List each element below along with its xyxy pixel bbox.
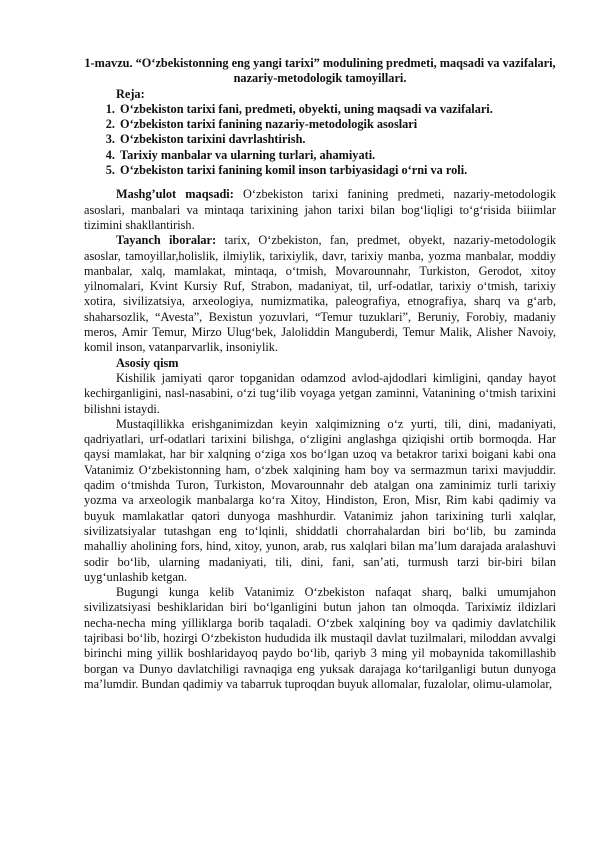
body-paragraph: Kishilik jamiyati qaror topganidan odamzod avlod-ajdodlari kimligini, qanday hayot kechirganligini, nasl-nasabini, o‘zi tug‘ilib voyaga yetgan zaminni, Vatanining o‘tmish tarixini bilishni istaydi. (84, 370, 556, 416)
plan-item: 1. O‘zbekiston tarixi fani, predmeti, obyekti, uning maqsadi va vazifalari. (118, 102, 556, 117)
goal-text: O‘zbekiston tarixi fanining predmeti, nazariy-metodologik asoslari, manbalari va mintaqa tarixining jahon tarixi bilan bog‘liqligi to‘g‘risida biiimlar tizimini shakllantirish. (84, 187, 556, 232)
main-section-heading: Asosiy qism (116, 355, 179, 370)
keywords-label: Tayanch iboralar: (116, 233, 217, 248)
plan-heading: Reja: (116, 86, 145, 101)
goal-label: Mashg’ulot maqsadi: (116, 187, 234, 202)
page-title: 1-mavzu. “O‘zbekistonning eng yangi tarixi” modulining predmeti, maqsadi va vazifalari, nazariy-metodologik tamoyillari. (84, 56, 556, 86)
body-paragraph: Mustaqillikka erishganimizdan keyin xalqimizning o‘z yurti, tili, dini, madaniyati, qadriyatlari, urf-odatlari tarixini bilishga, o‘zligini anglashga qiziqishi ortib bormoqda. Har qaysi mamlakat, har bir xalqning o‘ziga xos bo‘lgan uzoq va betakror tarixi boigani kabi ona Vatanimiz O‘zbekistonning ham, o‘zbek xalqining ham boy va sermazmun tarixi mavjuddir. qadim o‘tmishda Turon, Turkiston, Movarounnahr deb atalgan ona zaminimiz turli tarixiy yozma va arxeologik manbalarga ko‘ra Xitoy, Hindiston, Eron, Misr, Rim kabi qadimiy va buyuk mamlakatlar qatori dunyoga mashhurdir. Vatanimiz jahon tarixining turli xalqlar, sivilizatsiyalar tutashgan eng to‘lqinli, shiddatli chorrahalardan biri bo‘lib, bu zaminda mahalliy aholining fors, hind, xitoy, yunon, arab, rus xalqlari bilan ma’lum darajada aralashuvi sodir bo‘lib, ularning madaniyati, tili, dini, fani, san’ati, turmush tarzi bir-biri bilan uyg‘unlashib ketgan. (84, 416, 556, 584)
body-paragraph: Bugungi kunga kelib Vatanimiz O‘zbekiston nafaqat sharq, balki umumjahon sivilizatsiyasi beshiklaridan biri bo‘lganligini butun jahon tan olmoqda. Tarixiмiz ildizlari necha-necha ming yilliklarga borib taqaladi. O‘zbek xalqining boy va qadimiy davlatchilik tajribasi bo‘lib, hozirgi O‘zbekiston hududida ilk mustaqil davlat tuzilmalari, miloddan avvalgi birinchi ming yillik boshlaridayoq paydo bo‘lib, qariyb 3 ming yil mobaynida takomillashib borgan va Dunyo davlatchiligi ravnaqiga eng yuksak darajaga ko‘tarilganligi butun dunyoga ma’lumdir. Bundan qadimiy va tabarruk tuproqdan buyuk allomalar, fuzalolar, olimu-ulamolar, (84, 585, 556, 691)
keywords-text: tarix, O‘zbekiston, fan, predmet, obyekt, nazariy-metodologik asoslar, tamoyillar,holislik, ilmiylik, tarixiylik, davr, tarixiy manba, yozma manbalar, moddiy manbalar, xalq, mamlakat, mintaqa, o‘tmish, Movarounnahr, Turkiston, Gerodot, xitoy yilnomalari, Kvint Kursiy Ruf, Strabon, madaniyat, til, urf-odatlar, tarixiy o‘tmish, tarixiy xotira, sivilizatsiya, arxeologiya, numizmatika, paleografiya, etnografiya, sharq va g‘arb, shaharsozlik, “Avesta”, Bexistun yozuvlari, “Temur tuzuklari”, Beruniy, Forobiy, madaniy meros, Amir Temur, Mirzo Ulug‘bek, Jaloliddin Manguberdi, Temur Malik, Alisher Navoiy, komil inson, vatanparvarlik, insoniylik. (84, 233, 557, 355)
document-page (84, 56, 556, 692)
plan-list (84, 102, 556, 178)
plan-item: 2. O‘zbekiston tarixi fanining nazariy-metodologik asoslari (118, 117, 556, 132)
goal-paragraph (84, 187, 556, 233)
plan-item: 5. O‘zbekiston tarixi fanining komil inson tarbiyasidagi o‘rni va roli. (118, 163, 556, 178)
keywords-paragraph (84, 233, 556, 355)
plan-item: 4. Tarixiy manbalar va ularning turlari, ahamiyati. (118, 148, 556, 163)
plan-item: 3. O‘zbekiston tarixini davrlashtirish. (118, 132, 556, 147)
